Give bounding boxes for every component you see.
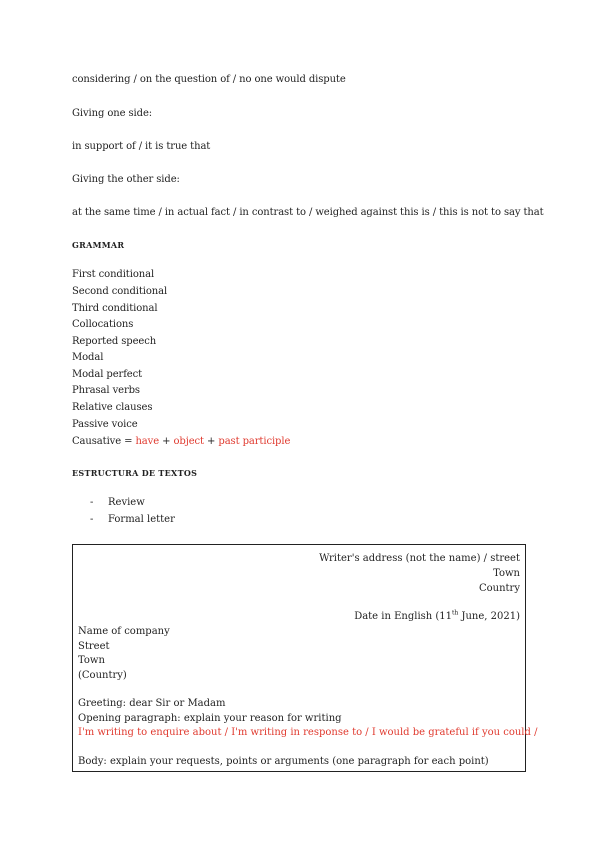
grammar-item-second-conditional: Second conditional bbox=[72, 286, 168, 297]
grammar-item-first-conditional: First conditional bbox=[72, 269, 155, 280]
causative-have: have bbox=[135, 436, 160, 447]
date-superscript: th bbox=[452, 609, 459, 617]
date-suffix: June, 2021) bbox=[458, 611, 520, 622]
grammar-heading: GRAMMAR bbox=[72, 240, 125, 250]
giving-other-side-label: Giving the other side: bbox=[72, 174, 180, 185]
grammar-item-causative bbox=[72, 436, 290, 448]
giving-one-side-label: Giving one side: bbox=[72, 108, 153, 119]
text-structure-review: Review bbox=[108, 497, 145, 508]
opening-paragraph: Opening paragraph: explain your reason for writing bbox=[78, 713, 342, 724]
grammar-item-phrasal-verbs: Phrasal verbs bbox=[72, 385, 140, 396]
formal-letter-template-box bbox=[72, 544, 538, 772]
text-structure-formal-letter: Formal letter bbox=[108, 514, 175, 525]
connectors-intro-line: considering / on the question of / no one would dispute bbox=[72, 74, 346, 85]
causative-past-participle: past participle bbox=[218, 436, 291, 447]
letter-body: Body: explain your requests, points or arguments (one paragraph for each point) bbox=[78, 756, 489, 767]
opening-phrases: I'm writing to enquire about / I'm writing in response to / I would be grateful if you could / bbox=[78, 727, 538, 738]
writer-town: Town bbox=[493, 568, 520, 579]
company-town: Town bbox=[78, 655, 105, 666]
list-item bbox=[90, 497, 145, 509]
writer-address: Writer's address (not the name) / street bbox=[319, 553, 520, 564]
list-item bbox=[90, 514, 175, 526]
other-side-line: at the same time / in actual fact / in contrast to / weighed against this is / this is not to say that bbox=[72, 207, 544, 218]
causative-object: object bbox=[173, 436, 204, 447]
grammar-item-modal: Modal bbox=[72, 352, 104, 363]
company-name: Name of company bbox=[78, 626, 170, 637]
text-structure-heading: ESTRUCTURA DE TEXTOS bbox=[72, 468, 198, 478]
writer-country: Country bbox=[478, 583, 520, 594]
one-side-line: in support of / it is true that bbox=[72, 141, 211, 152]
causative-prefix: Causative = bbox=[72, 436, 136, 447]
grammar-item-modal-perfect: Modal perfect bbox=[72, 369, 143, 380]
company-street: Street bbox=[78, 641, 110, 652]
letter-greeting: Greeting: dear Sir or Madam bbox=[78, 698, 226, 709]
letter-date bbox=[354, 611, 520, 623]
bullet-dash: - bbox=[90, 514, 94, 525]
grammar-item-relative-clauses: Relative clauses bbox=[72, 402, 153, 413]
causative-plus-1: + bbox=[159, 436, 174, 447]
bullet-dash: - bbox=[90, 497, 94, 508]
date-prefix: Date in English (11 bbox=[354, 611, 453, 622]
grammar-item-passive-voice: Passive voice bbox=[72, 419, 138, 430]
grammar-item-third-conditional: Third conditional bbox=[72, 303, 158, 314]
grammar-item-collocations: Collocations bbox=[72, 319, 134, 330]
causative-plus-2: + bbox=[203, 436, 219, 447]
company-country: (Country) bbox=[78, 670, 127, 681]
grammar-item-reported-speech: Reported speech bbox=[72, 336, 157, 347]
